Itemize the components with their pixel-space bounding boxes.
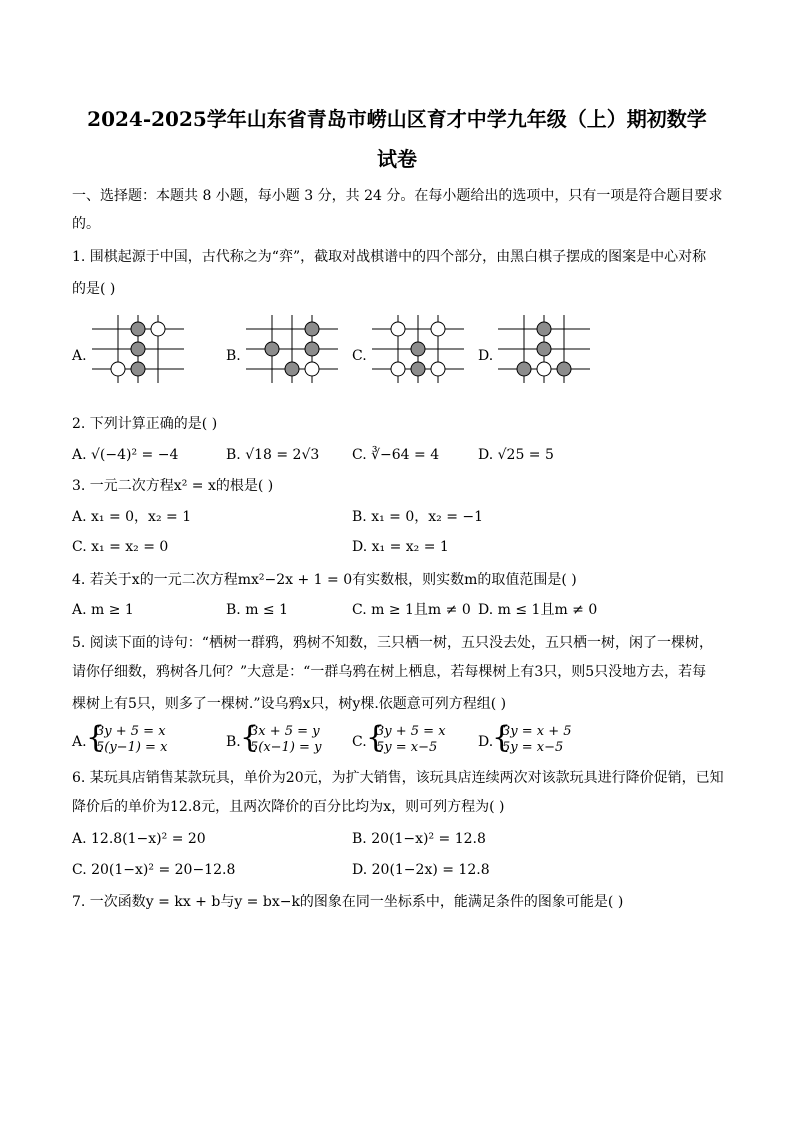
q3-option-b: B. x₁ = 0，x₂ = −1 (352, 509, 484, 525)
q4-stem: 4. 若关于x的一元二次方程mx²−2x + 1 = 0有实数根，则实数m的取值范围是( ) (72, 572, 577, 588)
q1-option-d-label: D. (478, 348, 494, 364)
q4-option-a: A. m ≥ 1 (72, 602, 134, 618)
q5-option-a-eq2: 5(y−1) = x (96, 740, 168, 755)
q5-stem-line3: 棵树上有5只，则多了一棵树.”设乌鸦x只，树y棵.依题意可列方程组( ) (72, 696, 507, 712)
q5-option-b-eq1: 3x + 5 = y (250, 724, 320, 739)
q5-option-d-system: { 3y = x + 5 5y = x−5 (492, 720, 572, 755)
q5-option-b-system: { 3x + 5 = y 5(x−1) = y (240, 720, 322, 755)
q5-option-c-eq1: 3y + 5 = x (376, 724, 446, 739)
q6-option-c: C. 20(1−x)² = 20−12.8 (72, 862, 236, 878)
q3-stem: 3. 一元二次方程x² = x的根是( ) (72, 478, 274, 494)
q6-option-d: D. 20(1−2x) = 12.8 (352, 862, 490, 878)
q2-option-d: D. √25 = 5 (478, 447, 554, 463)
q1-option-d-board (498, 315, 590, 383)
q1-option-a-board (92, 315, 184, 383)
q5-option-b-label: B. (226, 734, 241, 750)
q1-stem-line1: 1. 围棋起源于中国，古代称之为“弈”，截取对战棋谱中的四个部分，由黑白棋子摆成的图案是中心对称 (72, 249, 707, 265)
section-instructions-line1: 一、选择题：本题共 8 小题，每小题 3 分，共 24 分。在每小题给出的选项中，只有一项是符合题目要求 (72, 188, 723, 204)
exam-title-line1: 2024-2025学年山东省青岛市崂山区育才中学九年级（上）期初数学 (87, 107, 707, 131)
q5-option-b-eq2: 5(x−1) = y (250, 740, 322, 755)
q5-stem-line1: 5. 阅读下面的诗句：“栖树一群鸦，鸦树不知数，三只栖一树，五只没去处，五只栖一树，闲了一棵树， (72, 635, 713, 651)
exam-title-line2: 试卷 (377, 147, 417, 171)
q4-option-b: B. m ≤ 1 (226, 602, 289, 618)
q2-option-a: A. √(−4)² = −4 (72, 447, 179, 463)
q1-stem-line2: 的是( ) (72, 281, 116, 297)
section-instructions-line2: 的。 (72, 216, 100, 232)
q3-option-a: A. x₁ = 0，x₂ = 1 (72, 509, 192, 525)
q1-option-a-label: A. (72, 348, 87, 364)
q5-option-a-label: A. (72, 734, 87, 750)
q6-stem-line1: 6. 某玩具店销售某款玩具，单价为20元，为扩大销售，该玩具店连续两次对该款玩具进行降价促销，已知 (72, 770, 724, 786)
q5-option-d-eq2: 5y = x−5 (502, 740, 564, 755)
q1-option-b-label: B. (226, 348, 241, 364)
q1-option-c-label: C. (352, 348, 367, 364)
q5-option-d-eq1: 3y = x + 5 (502, 724, 572, 739)
q5-option-d-label: D. (478, 734, 494, 750)
q5-option-c-system: { 3y + 5 = x 5y = x−5 (366, 720, 446, 755)
q5-stem-line2: 请你仔细数，鸦树各几何？”大意是：“一群乌鸦在树上栖息，若每棵树上有3只，则5只没地方去，若每 (72, 664, 707, 680)
q1-option-b-board (246, 315, 338, 383)
q5-option-c-label: C. (352, 734, 367, 750)
q1-option-c-board (372, 315, 464, 383)
q3-option-c: C. x₁ = x₂ = 0 (72, 539, 169, 555)
q5-option-a-eq1: 3y + 5 = x (96, 724, 166, 739)
q2-option-c: C. ∛−64 = 4 (352, 447, 440, 463)
q4-option-d: D. m ≤ 1且m ≠ 0 (478, 602, 598, 618)
q2-stem: 2. 下列计算正确的是( ) (72, 416, 218, 432)
q7-stem: 7. 一次函数y = kx + b与y = bx−k的图象在同一坐标系中，能满足条件的图象可能是( ) (72, 894, 624, 910)
q3-option-d: D. x₁ = x₂ = 1 (352, 539, 449, 555)
q6-stem-line2: 降价后的单价为12.8元，且两次降价的百分比均为x，则可列方程为( ) (72, 799, 505, 815)
q2-option-b: B. √18 = 2√3 (226, 447, 320, 463)
q6-option-b: B. 20(1−x)² = 12.8 (352, 831, 486, 847)
q5-option-c-eq2: 5y = x−5 (376, 740, 438, 755)
q6-option-a: A. 12.8(1−x)² = 20 (72, 831, 206, 847)
q5-option-a-system: { 3y + 5 = x 5(y−1) = x (86, 720, 168, 755)
q4-option-c: C. m ≥ 1且m ≠ 0 (352, 602, 471, 618)
